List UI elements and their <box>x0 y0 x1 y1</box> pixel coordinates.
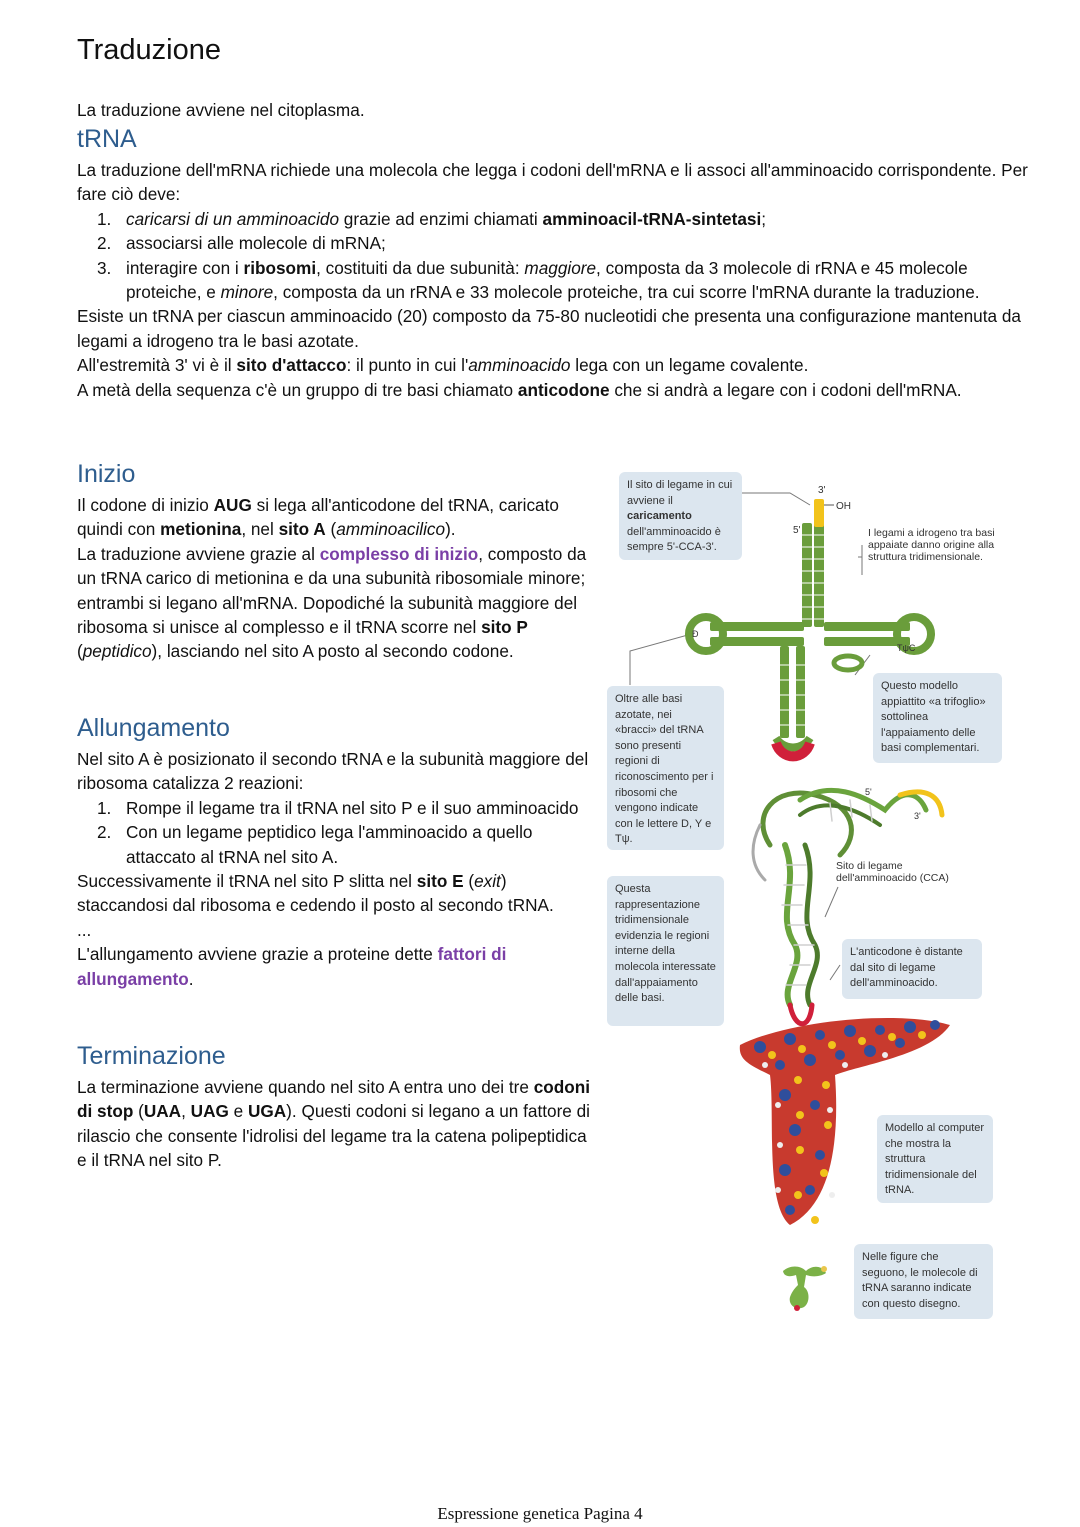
label-d-arm: D <box>692 629 699 639</box>
bold-text: sito E <box>416 871 464 892</box>
list-item <box>77 207 1037 231</box>
label-oh: OH <box>836 501 851 512</box>
list-text: , composta da un rRNA e 33 molecole proteiche, tra cui scorre l'mRNA durante la traduzione. <box>273 282 980 303</box>
emphasis-text: amminoacilico <box>336 519 446 540</box>
text-run: ( <box>133 1101 144 1122</box>
trna-paragraph-3 <box>77 353 1037 377</box>
text-run: dell'amminoacido è sempre 5'-CCA-3'. <box>627 525 721 554</box>
bold-text: AUG <box>213 495 252 515</box>
info-box-3d: Questa rappresentazione tridimensionale evidenzia le regioni interne della molecola interessate dall'appaiamento delle basi. <box>607 876 724 1026</box>
bold-text: metionina <box>160 519 242 540</box>
text-run: ), lasciando nel sito A posto al secondo codone. <box>151 641 514 662</box>
bold-text: anticodone <box>517 379 610 400</box>
emphasis-text: maggiore <box>524 257 597 278</box>
label-3-prime-3d: 3' <box>914 811 921 821</box>
info-box-arms: Oltre alle basi azotate, nei «bracci» del tRNA sono presenti regioni di riconoscimento per i ribosomi che vengono indicate con le lettere D, Y e Tψ. <box>607 686 724 850</box>
text-run: L'allungamento avviene grazie a proteine dette <box>77 944 438 965</box>
text-run: All'estremità 3' vi è il <box>77 355 237 376</box>
page-footer: Espressione genetica Pagina 4 <box>437 1504 643 1523</box>
inizio-text <box>77 493 597 664</box>
section-heading-terminazione: Terminazione <box>77 1042 226 1070</box>
ellipsis: ... <box>77 919 92 940</box>
allungamento-list <box>77 796 597 869</box>
list-text: , composta da 3 molecole di rRNA e 45 molecole proteiche, e <box>126 257 968 303</box>
label-binding-site: Sito di legame dell'amminoacido (CCA) <box>836 860 949 884</box>
list-item <box>77 231 1037 255</box>
allungamento-paragraph-1: Nel sito A è posizionato il secondo tRNA e la subunità maggiore del ribosoma catalizza 2 reazioni: <box>77 749 589 794</box>
inizio-paragraph-2 <box>77 542 597 664</box>
inizio-paragraph-1 <box>77 493 597 542</box>
info-box-binding-site <box>619 472 742 560</box>
text-run: Successivamente il tRNA nel sito P slitta nel <box>77 871 417 892</box>
section-heading-allungamento: Allungamento <box>77 714 230 742</box>
list-text: associarsi alle molecole di mRNA; <box>126 233 386 254</box>
text-run: , <box>181 1101 191 1122</box>
label-t-arm: TψC <box>897 643 916 653</box>
emphasis-text: exit <box>474 871 501 892</box>
list-item <box>77 796 597 820</box>
allungamento-paragraph-2 <box>77 869 597 918</box>
list-number: 2. <box>97 233 112 254</box>
text-run: e <box>228 1101 248 1122</box>
info-box-computer-model: Modello al computer che mostra la struttura tridimensionale del tRNA. <box>877 1115 993 1203</box>
text-run: che si andrà a legare con i codoni dell'mRNA. <box>609 379 962 400</box>
bold-text: ribosomi <box>243 257 317 278</box>
label-3-prime: 3' <box>818 485 826 496</box>
list-number: 1. <box>97 797 112 818</box>
list-number: 1. <box>97 208 112 229</box>
trna-list <box>77 207 1037 305</box>
list-item <box>77 256 1037 305</box>
list-text: , costituiti da due subunità: <box>316 257 525 278</box>
text-run: , nel <box>241 519 279 540</box>
emphasis-text: amminoacido <box>468 355 571 376</box>
text-run: . <box>188 968 194 989</box>
bold-text: UAG <box>190 1101 229 1122</box>
list-text: Rompe il legame tra il tRNA nel sito P e il suo amminoacido <box>126 797 579 818</box>
list-text: Con un legame peptidico lega l'amminoacido a quello attaccato al tRNA nel sito A. <box>126 822 533 867</box>
terminazione-text <box>77 1075 597 1173</box>
bold-text: sito d'attacco <box>236 355 347 376</box>
text-run: Il codone di inizio <box>77 495 214 515</box>
cca-end-icon <box>814 499 824 527</box>
bold-text: sito P <box>481 617 528 638</box>
text-run: La terminazione avviene quando nel sito A entra uno dei tre <box>77 1077 534 1097</box>
text-run: , composto da un tRNA carico di metionina e da una subunità ribosomiale minore; entrambi si legano all'mRNA. Dopodiché la subunità maggiore del ribosoma si unisce al complesso e il tRNA scorre nel <box>77 543 587 638</box>
trna-icon <box>783 1266 827 1311</box>
text-run: : il punto in cui l' <box>346 355 469 376</box>
emphasis-text: minore <box>220 282 274 303</box>
info-box-cloverleaf: Questo modello appiattito «a trifoglio» sottolinea l'appaiamento delle basi complementari. <box>873 673 1002 763</box>
emphasis-text: peptidico <box>82 641 152 662</box>
label-5-prime-3d: 5' <box>865 787 872 797</box>
bold-text: sito A <box>278 519 326 540</box>
text-run: ) staccandosi dal ribosoma e cedendo il posto al secondo tRNA. <box>77 871 554 916</box>
text-run: La traduzione avviene grazie al <box>77 543 320 564</box>
text-run: ). <box>445 519 456 540</box>
list-item <box>77 820 597 869</box>
list-number: 2. <box>97 822 112 843</box>
bold-text: UGA <box>247 1101 287 1122</box>
section-heading-inizio: Inizio <box>77 460 136 488</box>
text-run: ( <box>325 519 337 540</box>
text-run: A metà della sequenza c'è un gruppo di tre basi chiamato <box>77 379 518 400</box>
list-text: interagire con i <box>126 257 244 278</box>
highlight-text: fattori di allungamento <box>77 944 507 989</box>
allungamento-paragraph-3 <box>77 942 597 991</box>
intro-text: La traduzione avviene nel citoplasma. <box>77 100 365 120</box>
emphasis-text: caricarsi di un amminoacido <box>126 208 340 229</box>
trna-text <box>77 158 1037 402</box>
page-title: Traduzione <box>77 34 222 66</box>
bold-text: codoni di stop <box>77 1077 591 1122</box>
list-number: 3. <box>97 257 112 278</box>
text-run: ( <box>77 641 83 662</box>
info-box-anticodon: L'anticodone è distante dal sito di legame dell'amminoacido. <box>842 939 982 999</box>
bold-text: caricamento <box>627 510 692 523</box>
text-run: Il sito di legame in cui avviene il <box>627 479 733 507</box>
section-heading-trna: tRNA <box>77 125 137 153</box>
label-hydrogen-bonds: I legami a idrogeno tra basi appaiate danno origine alla struttura tridimensionale. <box>868 527 995 563</box>
text-run: ). Questi codoni si legano a un fattore di rilascio che consente l'idrolisi del legame tra la catena polipeptidica e il tRNA nel sito P. <box>77 1101 590 1171</box>
list-text: ; <box>761 208 767 229</box>
trna-paragraph-4 <box>77 378 1037 402</box>
info-box-icon-legend: Nelle figure che seguono, le molecole di tRNA saranno indicate con questo disegno. <box>854 1244 993 1319</box>
text-run: si lega all'anticodone del tRNA, caricato quindi con <box>77 495 559 540</box>
highlight-text: complesso di inizio <box>319 543 479 564</box>
trna-paragraph-1: La traduzione dell'mRNA richiede una molecola che legga i codoni dell'mRNA e li associ all'amminoacido corrispondente. Per fare ciò deve: <box>77 160 1028 205</box>
text-run: ( <box>463 871 475 892</box>
label-5-prime: 5' <box>793 525 801 536</box>
bold-text: UAA <box>143 1101 182 1122</box>
text-run: lega con un legame covalente. <box>570 355 809 376</box>
trna-paragraph-2: Esiste un tRNA per ciascun amminoacido (20) composto da 75-80 nucleotidi che presenta una configurazione mantenuta da legami a idrogeno tra le basi azotate. <box>77 306 1021 351</box>
list-text: grazie ad enzimi chiamati <box>339 208 543 229</box>
bold-text: amminoacil-tRNA-sintetasi <box>542 208 762 229</box>
allungamento-text <box>77 747 597 991</box>
